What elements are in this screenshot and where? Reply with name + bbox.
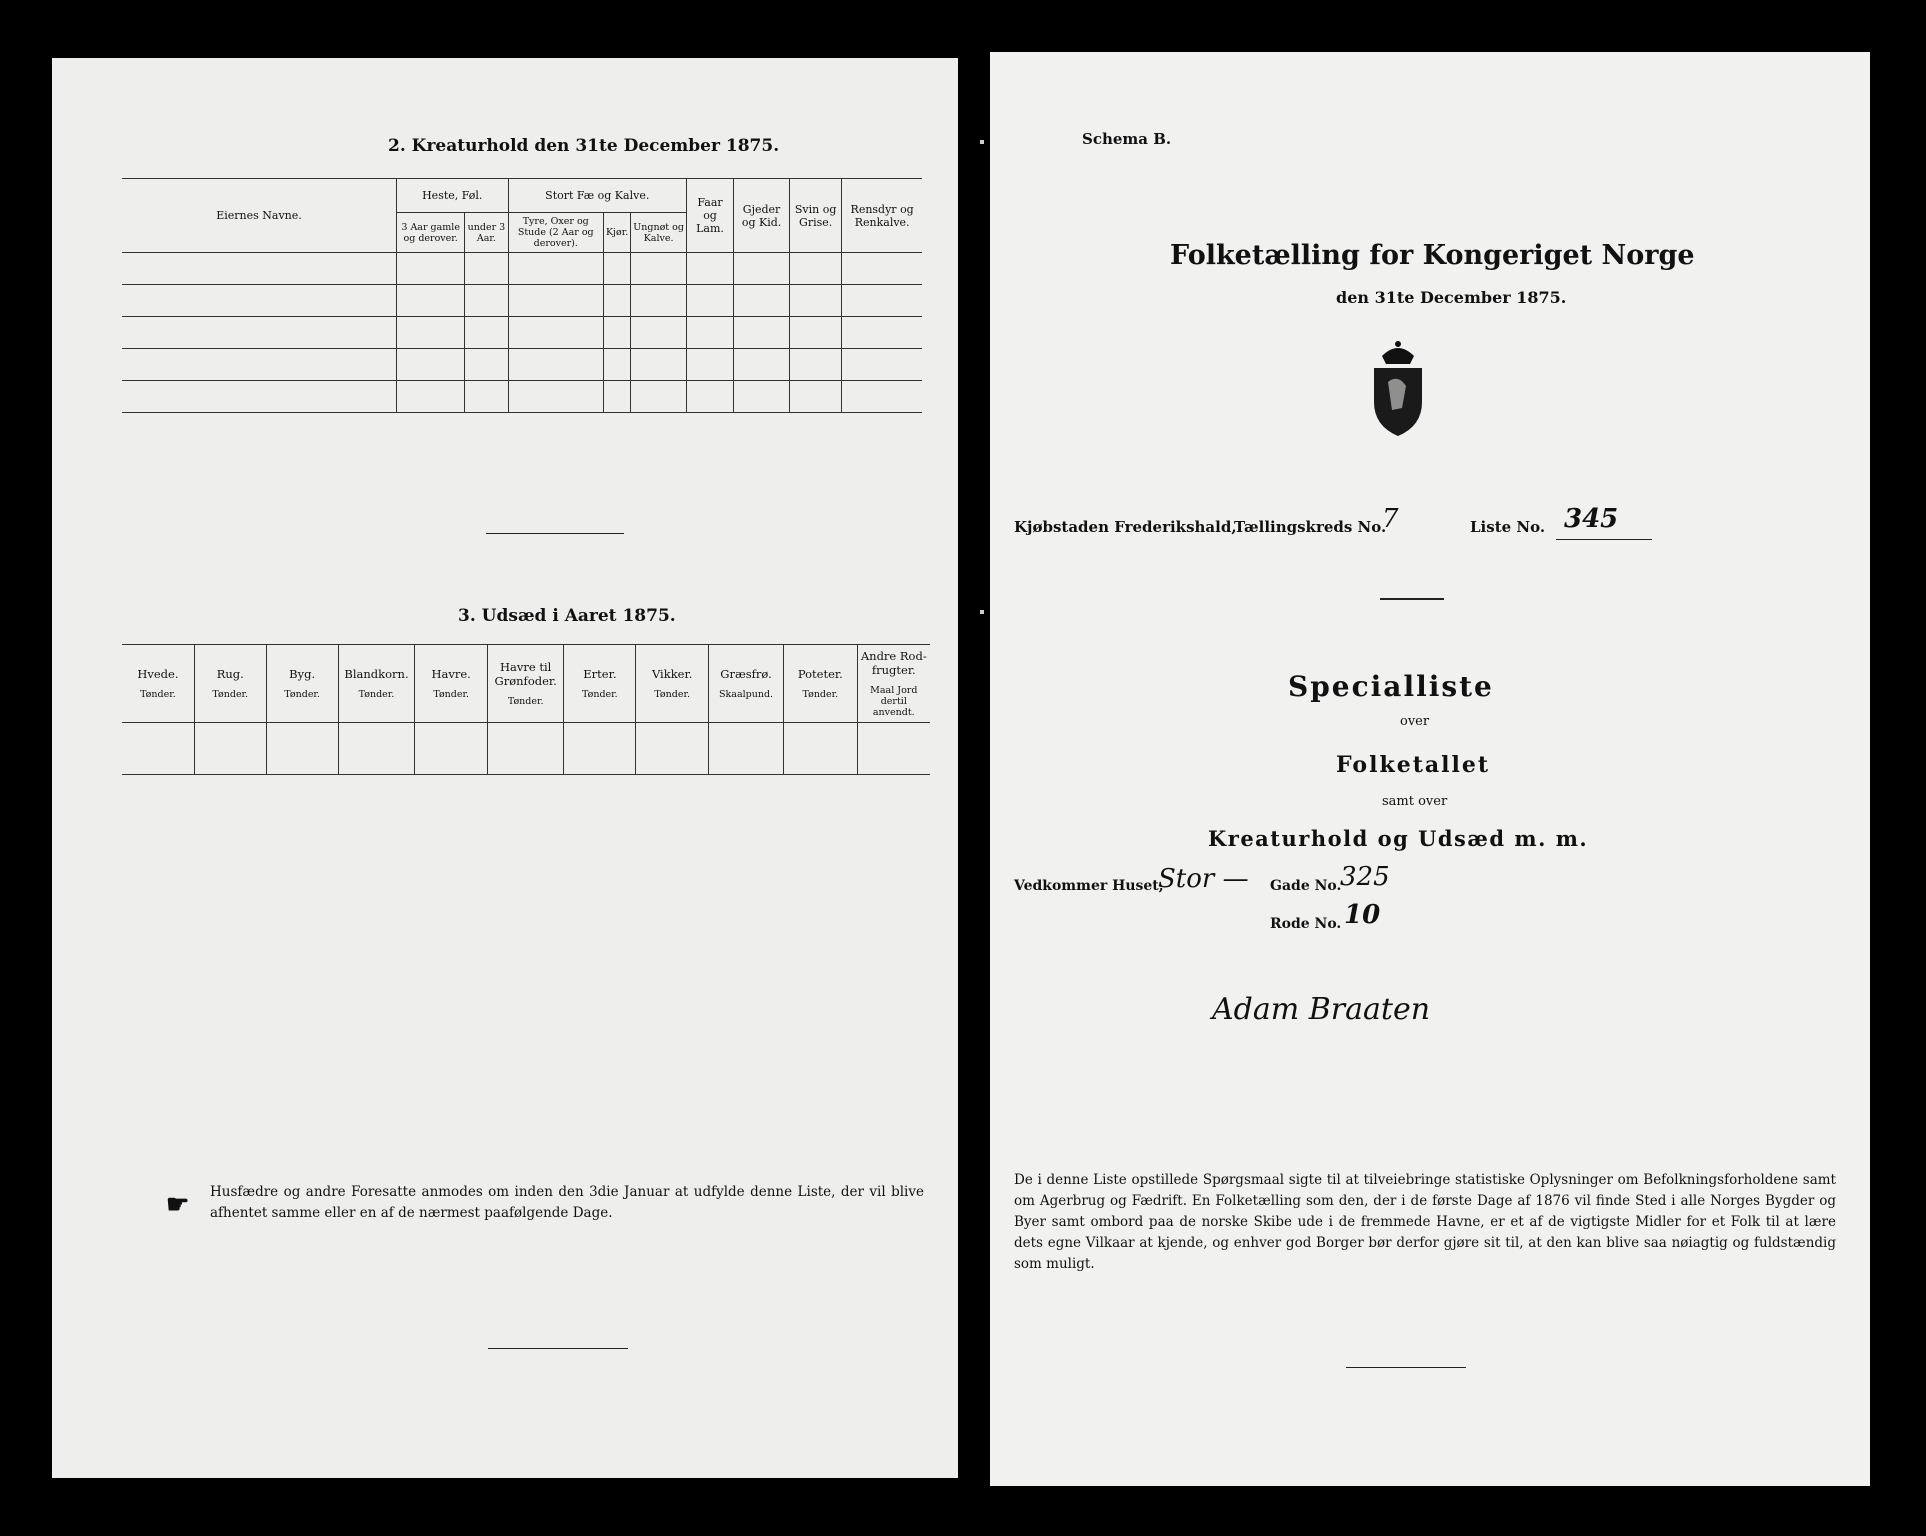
- seed-unit-label: Tønder.: [582, 689, 618, 700]
- pigs-header: Svin og Grise.: [790, 179, 842, 253]
- divider-4: [1346, 1367, 1466, 1368]
- seed-header-cell: [709, 645, 784, 723]
- sheep-header: Faar og Lam.: [686, 179, 733, 253]
- rode-value: 10: [1344, 900, 1381, 930]
- horses-header: Heste, Føl.: [397, 179, 509, 213]
- horses-old-header: 3 Aar gamle og derover.: [397, 213, 465, 253]
- gade-label: Gade No.: [1270, 878, 1342, 894]
- seed-crop-label: Poteter.: [797, 667, 843, 681]
- seed-unit-label: Maal Jord dertil anvendt.: [870, 685, 918, 718]
- seed-unit-label: Tønder.: [284, 689, 320, 700]
- section2-title: 2. Kreaturhold den 31te December 1875.: [388, 136, 780, 156]
- divider-1: [486, 533, 624, 534]
- notice-text: Husfædre og andre Foresatte anmodes om inden den 3die Januar at udfylde denne Liste, der vil blive afhentet samme eller en af de nærmest paafølgende Dage.: [210, 1184, 924, 1221]
- bulls-header: Tyre, Oxer og Stude (2 Aar og derover).: [508, 213, 603, 253]
- seed-unit-label: Tønder.: [433, 689, 470, 700]
- street-value: Stor —: [1158, 864, 1249, 894]
- seed-unit-label: Tønder.: [212, 689, 249, 700]
- district-label: Tællingskreds No.: [1234, 518, 1387, 536]
- young-cattle-header: Ungnøt og Kalve.: [631, 213, 687, 253]
- section3-title: 3. Udsæd i Aaret 1875.: [458, 606, 676, 626]
- explanation-paragraph: De i denne Liste opstillede Spørgsmaal sigte til at tilveiebringe statistiske Oplysninger om Befolkningsforholdene samt om Agerbrug og Fædrift. En Folketælling som den, der i de første Dage af 1876 vil finde Sted i alle Norges Bygder og Byer samt ombord paa de norske Skibe ude i de fremmede Havne, er et af de vigtigste Midler for et Folk til at lære dets egne Vilkaar at kjende, og enhver god Borger bør derfor gjøre sit til, at den kan blive saa nøiagtig og fuldstændig som muligt.: [1014, 1172, 1836, 1272]
- seed-header-cell: [415, 645, 488, 723]
- seed-header-cell: [784, 645, 858, 723]
- seed-crop-label: Vikker.: [651, 667, 693, 681]
- signature: Adam Braaten: [1212, 992, 1431, 1027]
- census-title: Folketælling for Kongeriget Norge: [1170, 240, 1695, 271]
- goats-header: Gjeder og Kid.: [734, 179, 790, 253]
- coat-of-arms-icon: [1360, 338, 1436, 438]
- seed-crop-label: Byg.: [289, 667, 316, 681]
- seed-crop-label: Rug.: [216, 667, 244, 681]
- seed-header-cell: [338, 645, 415, 723]
- seed-header-row: [122, 645, 930, 723]
- cattle-header: Stort Fæ og Kalve.: [508, 179, 686, 213]
- seed-crop-label: Græsfrø.: [720, 667, 772, 681]
- seed-table: [122, 644, 930, 775]
- seed-header-cell: [194, 645, 266, 723]
- house-label: Vedkommer Huset,: [1014, 878, 1164, 894]
- list-value: 345: [1564, 504, 1619, 534]
- left-page: [52, 58, 958, 1478]
- samt-over-label: samt over: [1382, 794, 1448, 809]
- seed-header-cell: [564, 645, 636, 723]
- gade-value: 325: [1340, 862, 1390, 892]
- right-page: [990, 52, 1870, 1486]
- folketallet-heading: Folketallet: [1336, 752, 1490, 778]
- pointing-hand-icon: ☛: [166, 1190, 190, 1220]
- spine-mark: [980, 610, 984, 614]
- livestock-table: [122, 178, 922, 413]
- seed-crop-label: Blandkorn.: [344, 667, 409, 681]
- seed-crop-label: Hvede.: [137, 667, 179, 681]
- over-label-1: over: [1400, 714, 1430, 729]
- seed-unit-label: Tønder.: [358, 689, 395, 700]
- census-date: den 31te December 1875.: [1336, 288, 1567, 307]
- seed-header-cell: [487, 645, 564, 723]
- reindeer-header: Rensdyr og Renkalve.: [842, 179, 922, 253]
- seed-unit-label: Tønder.: [140, 689, 176, 700]
- list-label: Liste No.: [1470, 518, 1546, 536]
- seed-unit-label: Tønder.: [507, 696, 544, 707]
- seed-unit-label: Tønder.: [802, 689, 839, 700]
- rode-label: Rode No.: [1270, 916, 1342, 932]
- seed-header-cell: [857, 645, 930, 723]
- seed-crop-label: Havre til Grønfoder.: [494, 660, 557, 688]
- seed-crop-label: Andre Rod-frugter.: [860, 649, 927, 677]
- seed-header-cell: [636, 645, 709, 723]
- kreaturhold-heading: Kreaturhold og Udsæd m. m.: [1208, 826, 1589, 851]
- owner-header: Eiernes Navne.: [122, 179, 397, 253]
- town-label: Kjøbstaden Frederikshald,: [1014, 518, 1237, 536]
- schema-label: Schema B.: [1082, 130, 1172, 148]
- horses-young-header: under 3 Aar.: [465, 213, 508, 253]
- seed-unit-label: Skaalpund.: [719, 689, 774, 700]
- seed-crop-label: Havre.: [431, 667, 471, 681]
- seed-header-cell: [122, 645, 194, 723]
- divider-3: [1380, 598, 1444, 600]
- seed-unit-label: Tønder.: [654, 689, 690, 700]
- specialliste-heading: Specialliste: [1288, 670, 1494, 703]
- district-value: 7: [1382, 504, 1399, 534]
- divider-2: [488, 1348, 628, 1349]
- list-underline: [1556, 539, 1652, 540]
- seed-crop-label: Erter.: [583, 667, 617, 681]
- seed-header-cell: [266, 645, 338, 723]
- spine-mark: [980, 140, 984, 144]
- cows-header: Kjør.: [603, 213, 630, 253]
